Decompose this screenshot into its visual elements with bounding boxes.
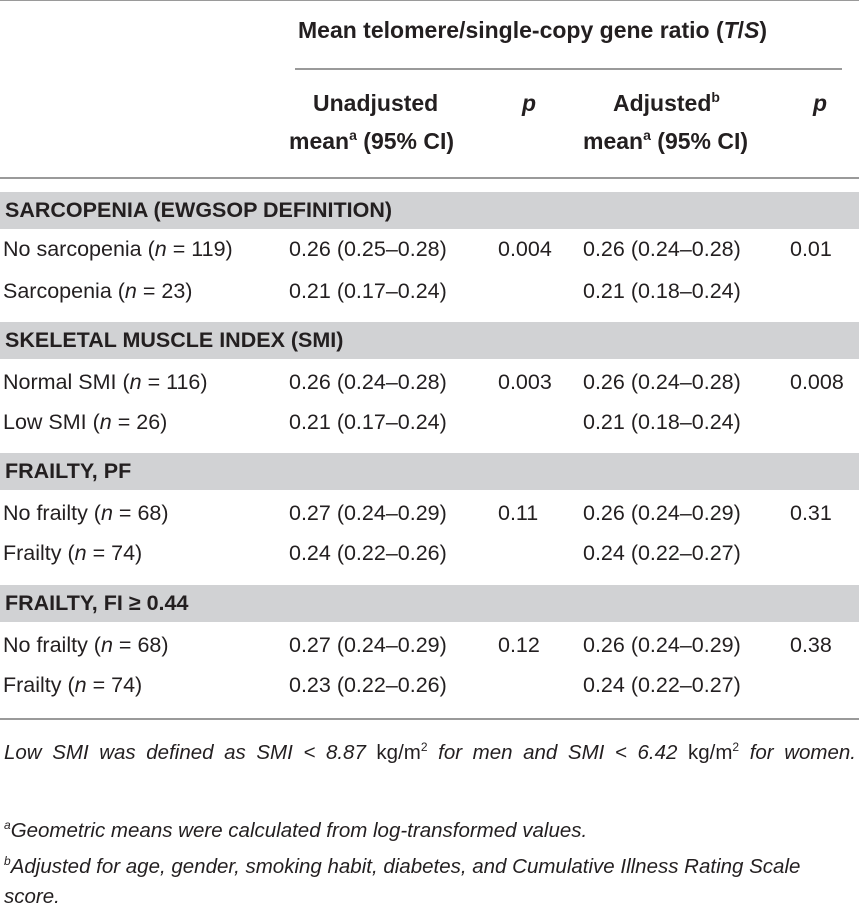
unadjusted-value: 0.21 (0.17–0.24) <box>289 410 447 434</box>
section-smi: SKELETAL MUSCLE INDEX (SMI) <box>0 322 859 359</box>
row-label: Normal SMI (n = 116) <box>3 370 208 394</box>
p-value-adjusted: 0.38 <box>790 633 832 657</box>
adjusted-value: 0.26 (0.24–0.28) <box>583 237 741 261</box>
group-title: Mean telomere/single-copy gene ratio (T/S) <box>298 17 768 43</box>
adjusted-value: 0.26 (0.24–0.29) <box>583 633 741 657</box>
section-frailty-fi: FRAILTY, FI ≥ 0.44 <box>0 585 859 622</box>
row-label: No frailty (n = 68) <box>3 501 169 525</box>
row-label: Sarcopenia (n = 23) <box>3 279 193 303</box>
header-rule <box>0 177 859 179</box>
row-label: No sarcopenia (n = 119) <box>3 237 233 261</box>
col-unadjusted-header-line2: mean$^a$ (95% CI) <box>289 127 455 154</box>
adjusted-value: 0.26 (0.24–0.28) <box>583 370 741 394</box>
col-adjusted-header-line2: mean$^a$ (95% CI) <box>583 127 749 154</box>
p-value: 0.12 <box>498 633 540 657</box>
p-value-adjusted: 0.01 <box>790 237 832 261</box>
footnote-b: $^b$Adjusted for age, gender, smoking habit, diabetes, and Cumulative Illness Rating Scale score. <box>4 854 801 908</box>
p-value: 0.003 <box>498 370 552 394</box>
unadjusted-value: 0.26 (0.25–0.28) <box>289 237 447 261</box>
footnote-smi: Low SMI was defined as SMI < 8.87 $kg/m^2$ for men and SMI < 6.42 $kg/m^2$ for women. <box>4 740 856 764</box>
unadjusted-value: 0.27 (0.24–0.29) <box>289 501 447 525</box>
section-sarcopenia: SARCOPENIA (EWGSOP DEFINITION) <box>0 192 859 229</box>
unadjusted-value: 0.21 (0.17–0.24) <box>289 279 447 303</box>
unadjusted-value: 0.24 (0.22–0.26) <box>289 541 447 565</box>
unadjusted-value: 0.26 (0.24–0.28) <box>289 370 447 394</box>
adjusted-value: 0.24 (0.22–0.27) <box>583 673 741 697</box>
p-value-adjusted: 0.008 <box>790 370 844 394</box>
adjusted-value: 0.26 (0.24–0.29) <box>583 501 741 525</box>
p-value: 0.004 <box>498 237 552 261</box>
col-p1-header: p <box>522 90 537 116</box>
adjusted-value: 0.24 (0.22–0.27) <box>583 541 741 565</box>
col-adjusted-header-line1: Adjusted$^b$ <box>613 89 720 116</box>
row-label: Frailty (n = 74) <box>3 673 143 697</box>
row-label: No frailty (n = 68) <box>3 633 169 657</box>
col-unadjusted-header-line1: Unadjusted <box>313 90 439 116</box>
p-value: 0.11 <box>498 501 539 525</box>
bottom-rule <box>0 718 859 720</box>
adjusted-value: 0.21 (0.18–0.24) <box>583 279 741 303</box>
group-underline <box>295 68 842 70</box>
adjusted-value: 0.21 (0.18–0.24) <box>583 410 741 434</box>
col-p2-header: p <box>813 90 828 116</box>
top-rule <box>0 0 859 1</box>
row-label: Frailty (n = 74) <box>3 541 143 565</box>
unadjusted-value: 0.27 (0.24–0.29) <box>289 633 447 657</box>
row-label: Low SMI (n = 26) <box>3 410 168 434</box>
p-value-adjusted: 0.31 <box>790 501 832 525</box>
section-frailty-pf: FRAILTY, PF <box>0 453 859 490</box>
footnote-a: $^a$Geometric means were calculated from log-transformed values. <box>4 818 588 842</box>
unadjusted-value: 0.23 (0.22–0.26) <box>289 673 447 697</box>
